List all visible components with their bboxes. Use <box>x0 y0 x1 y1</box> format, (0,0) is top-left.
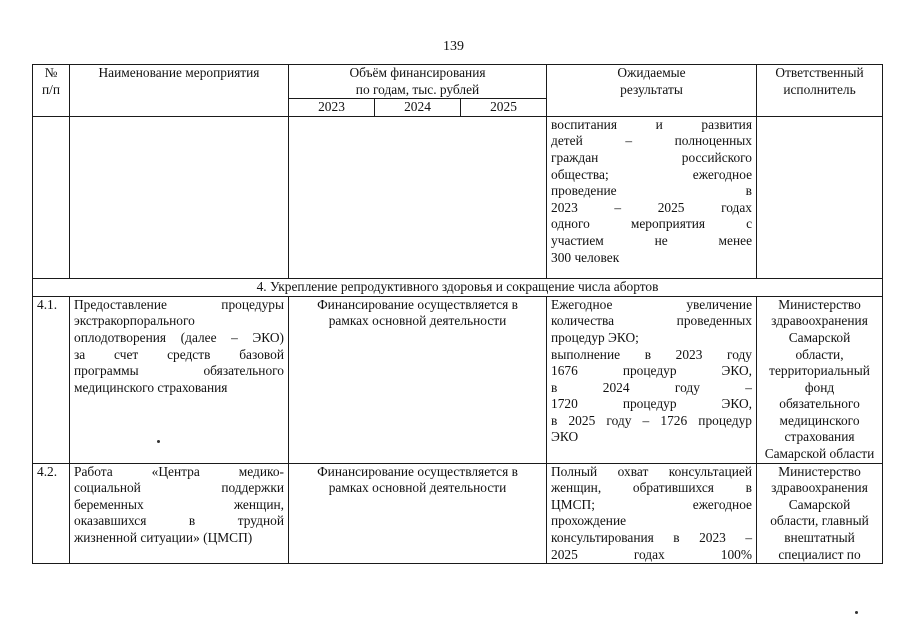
header-name: Наименование мероприятия <box>70 65 289 117</box>
header-year-2023: 2023 <box>289 99 375 117</box>
results-line: 2025 годах 100% <box>551 546 753 562</box>
header-year-2024: 2024 <box>375 99 461 117</box>
continuation-name <box>70 116 289 278</box>
results-line: одного мероприятия с <box>551 216 753 232</box>
responsible-line: специалист по <box>778 546 861 562</box>
header-funding-line-2: по годам, тыс. рублей <box>355 81 480 97</box>
results-line: процедур ЭКО; <box>551 329 639 345</box>
name-line: социальной поддержки <box>74 480 284 496</box>
row-funding <box>289 296 547 463</box>
funding-line: Финансирование осуществляется в <box>317 296 518 312</box>
results-line: количества проведенных <box>551 313 753 329</box>
responsible-line: Министерство <box>778 463 861 479</box>
responsible-line: внештатный <box>784 530 855 546</box>
activities-table <box>32 64 883 564</box>
responsible-line: Самарской области <box>764 446 875 462</box>
results-line: консультирования в 2023 – <box>551 530 753 546</box>
header-year-2025: 2025 <box>461 99 547 117</box>
scan-speck <box>855 611 858 614</box>
table-row-4-2 <box>33 463 883 564</box>
header-results-line-2: результаты <box>620 81 683 97</box>
header-funding <box>289 65 547 99</box>
results-line: в 2024 году – <box>551 379 753 395</box>
name-line: жизненной ситуации» (ЦМСП) <box>74 530 253 546</box>
header-num-line-2: п/п <box>41 81 61 97</box>
continuation-funding <box>289 116 547 278</box>
name-line: экстракорпорального <box>74 313 195 329</box>
row-responsible <box>757 296 883 463</box>
header-responsible-line-1: Ответственный <box>775 65 864 80</box>
section-4-title: 4. Укрепление репродуктивного здоровья и сокращение числа абортов <box>33 279 883 297</box>
responsible-line: области, <box>795 346 844 362</box>
header-funding-line-1: Объём финансирования <box>349 65 486 80</box>
results-line: в 2025 году – 1726 процедур <box>551 412 753 428</box>
continuation-results <box>547 116 757 278</box>
row-name <box>70 463 289 564</box>
results-line: ЦМСП; ежегодное <box>551 496 753 512</box>
results-line: 300 человек <box>551 249 620 265</box>
header-responsible <box>757 65 883 117</box>
header-results <box>547 65 757 117</box>
header-num <box>33 65 70 117</box>
results-line: Ежегодное увеличение <box>551 296 753 312</box>
responsible-line: страхования <box>784 429 855 445</box>
name-line: за счет средств базовой <box>74 346 284 362</box>
results-line: 1720 процедур ЭКО, <box>551 396 753 412</box>
responsible-line: Самарской <box>788 496 851 512</box>
section-4-row <box>33 279 883 297</box>
results-line: выполнение в 2023 году <box>551 346 753 362</box>
results-line: ЭКО <box>551 429 579 445</box>
name-line: оказавшихся в трудной <box>74 513 284 529</box>
funding-line: рамках основной деятельности <box>328 313 507 329</box>
results-line: детей – полноценных <box>551 133 753 149</box>
responsible-line: Министерство <box>778 296 861 312</box>
name-line: Предоставление процедуры <box>74 296 284 312</box>
header-results-line-1: Ожидаемые <box>617 65 686 80</box>
results-line: Полный охват консультацией <box>551 463 753 479</box>
responsible-line: фонд <box>804 379 835 395</box>
header-responsible-line-2: исполнитель <box>783 81 856 97</box>
scan-speck <box>157 440 160 443</box>
results-line: женщин, обратившихся в <box>551 480 753 496</box>
row-responsible <box>757 463 883 564</box>
responsible-line: территориальный <box>769 363 870 379</box>
row-funding <box>289 463 547 564</box>
results-line: граждан российского <box>551 149 753 165</box>
responsible-line: обязательного <box>779 396 860 412</box>
funding-line: рамках основной деятельности <box>328 480 507 496</box>
funding-line: Финансирование осуществляется в <box>317 463 518 479</box>
name-line: медицинского страхования <box>74 379 228 395</box>
responsible-line: медицинского <box>779 412 860 428</box>
responsible-line: области, главный <box>770 513 869 529</box>
header-row-1 <box>33 65 883 99</box>
continuation-responsible <box>757 116 883 278</box>
row-num: 4.1. <box>33 296 70 463</box>
responsible-line: здравоохранения <box>771 313 868 329</box>
header-num-line-1: № <box>44 65 58 80</box>
name-line: программы обязательного <box>74 363 284 379</box>
results-line: воспитания и развития <box>551 116 753 132</box>
table-row-4-1 <box>33 296 883 463</box>
continuation-num <box>33 116 70 278</box>
results-line: 2023 – 2025 годах <box>551 199 753 215</box>
row-name <box>70 296 289 463</box>
name-line: оплодотворения (далее – ЭКО) <box>74 329 284 345</box>
results-line: прохождение <box>551 513 627 529</box>
responsible-line: здравоохранения <box>771 480 868 496</box>
responsible-line: Самарской <box>788 329 851 345</box>
name-line: беременных женщин, <box>74 496 284 512</box>
results-line: общества; ежегодное <box>551 166 753 182</box>
name-line: Работа «Центра медико- <box>74 463 284 479</box>
row-results <box>547 463 757 564</box>
row-results <box>547 296 757 463</box>
results-line: проведение в <box>551 183 753 199</box>
page-number: 139 <box>443 39 464 54</box>
continuation-row <box>33 116 883 278</box>
results-line: участием не менее <box>551 232 753 248</box>
results-line: 1676 процедур ЭКО, <box>551 363 753 379</box>
row-num: 4.2. <box>33 463 70 564</box>
